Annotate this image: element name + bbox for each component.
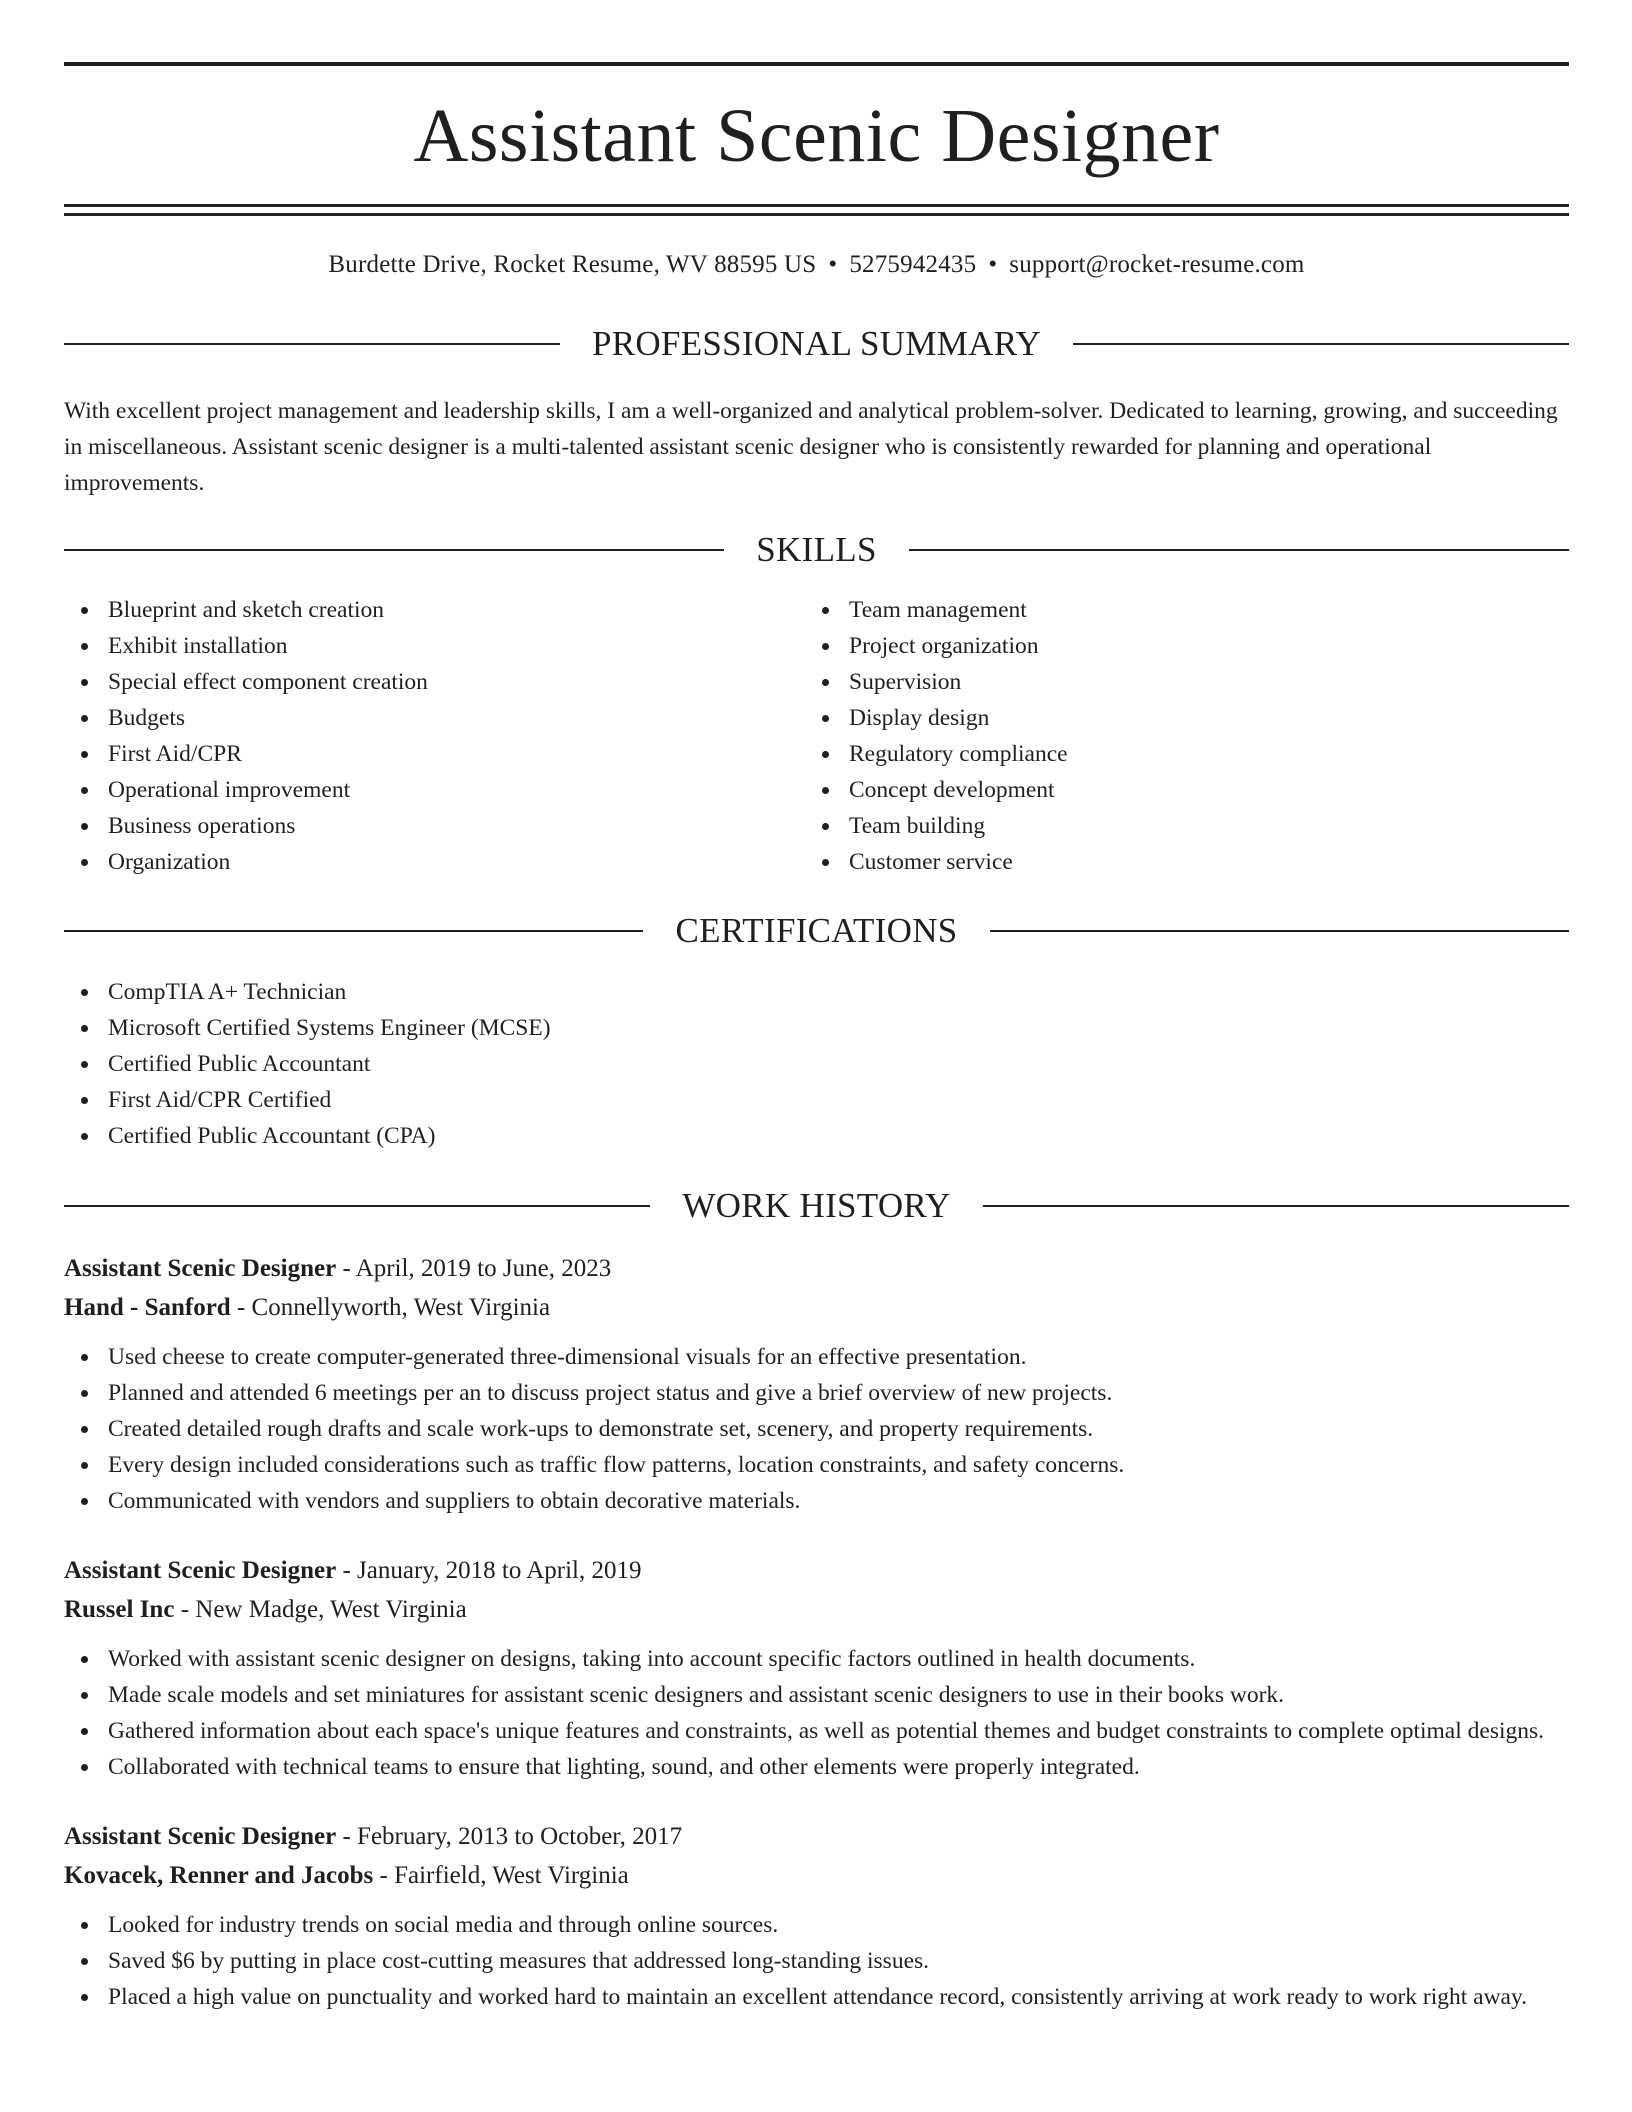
skill-item: First Aid/CPR (64, 736, 805, 772)
certification-item: Microsoft Certified Systems Engineer (MCSE) (64, 1010, 1569, 1046)
heading-rule (1073, 343, 1569, 345)
job-company: Kovacek, Renner and Jacobs (64, 1862, 374, 1889)
certification-item: Certified Public Accountant (64, 1046, 1569, 1082)
job-company-line (64, 1288, 1569, 1327)
title-double-rule (64, 204, 1569, 216)
skill-item: Customer service (805, 844, 1068, 880)
contact-separator: • (988, 251, 998, 278)
skill-item: Project organization (805, 628, 1068, 664)
job-location: - Connellyworth, West Virginia (230, 1294, 551, 1321)
job-title-line (64, 1551, 1569, 1590)
certification-item: CompTIA A+ Technician (64, 974, 1569, 1010)
contact-line (64, 252, 1569, 277)
resume-title: Assistant Scenic Designer (413, 94, 1220, 178)
job-title-line (64, 1817, 1569, 1856)
heading-rule (64, 343, 560, 345)
heading-rule (983, 1205, 1569, 1207)
certifications-section-heading (64, 913, 1569, 948)
work-history-heading: WORK HISTORY (682, 1186, 951, 1225)
contact-phone: 5275942435 (849, 251, 977, 278)
skill-item: Blueprint and sketch creation (64, 592, 805, 628)
skills-right-list (805, 592, 1068, 880)
job-company: Russel Inc (64, 1596, 175, 1623)
job-entry (64, 1249, 1569, 1519)
heading-rule (909, 549, 1569, 551)
job-bullet: Gathered information about each space's unique features and constraints, as well as potential themes and budget constraints to complete optimal designs. (64, 1713, 1569, 1749)
job-bullets (64, 1641, 1569, 1785)
job-title-line (64, 1249, 1569, 1288)
job-company-line (64, 1856, 1569, 1895)
job-entry (64, 1817, 1569, 2015)
skill-item: Team building (805, 808, 1068, 844)
heading-rule (990, 930, 1569, 932)
job-bullet: Collaborated with technical teams to ensure that lighting, sound, and other elements were properly integrated. (64, 1749, 1569, 1785)
job-dates: - April, 2019 to June, 2023 (336, 1255, 612, 1282)
job-bullet: Communicated with vendors and suppliers to obtain decorative materials. (64, 1483, 1569, 1519)
skill-item: Exhibit installation (64, 628, 805, 664)
skills-section-heading (64, 532, 1569, 567)
heading-rule (64, 930, 643, 932)
job-bullet: Worked with assistant scenic designer on designs, taking into account specific factors outlined in health documents. (64, 1641, 1569, 1677)
summary-section-heading (64, 326, 1569, 361)
job-bullets (64, 1339, 1569, 1519)
job-dates: - January, 2018 to April, 2019 (336, 1557, 642, 1584)
skill-item: Supervision (805, 664, 1068, 700)
job-title: Assistant Scenic Designer (64, 1557, 337, 1584)
job-bullets (64, 1907, 1569, 2015)
contact-address: Burdette Drive, Rocket Resume, WV 88595 US (328, 251, 817, 278)
contact-separator: • (828, 251, 838, 278)
skills-heading: SKILLS (756, 530, 877, 569)
job-location: - New Madge, West Virginia (174, 1596, 467, 1623)
job-bullet: Planned and attended 6 meetings per an to discuss project status and give a brief overview of new projects. (64, 1375, 1569, 1411)
work-history-section-heading (64, 1188, 1569, 1223)
job-title: Assistant Scenic Designer (64, 1255, 337, 1282)
skills-columns (64, 592, 1569, 880)
skill-item: Budgets (64, 700, 805, 736)
job-company: Hand - Sanford (64, 1294, 231, 1321)
job-company-line (64, 1590, 1569, 1629)
job-bullet: Looked for industry trends on social media and through online sources. (64, 1907, 1569, 1943)
summary-heading: PROFESSIONAL SUMMARY (591, 324, 1042, 363)
job-bullet: Placed a high value on punctuality and worked hard to maintain an excellent attendance record, consistently arriving at work ready to work right away. (64, 1979, 1569, 2015)
top-rule (64, 62, 1569, 66)
certification-item: Certified Public Accountant (CPA) (64, 1118, 1569, 1154)
skill-item: Special effect component creation (64, 664, 805, 700)
heading-rule (64, 549, 724, 551)
job-bullet: Every design included considerations such as traffic flow patterns, location constraints, and safety concerns. (64, 1447, 1569, 1483)
job-location: - Fairfield, West Virginia (373, 1862, 629, 1889)
job-dates: - February, 2013 to October, 2017 (336, 1823, 683, 1850)
skill-item: Operational improvement (64, 772, 805, 808)
job-title: Assistant Scenic Designer (64, 1823, 337, 1850)
contact-email[interactable]: support@rocket-resume.com (1009, 251, 1305, 278)
skill-item: Organization (64, 844, 805, 880)
job-entry (64, 1551, 1569, 1785)
certification-item: First Aid/CPR Certified (64, 1082, 1569, 1118)
heading-rule (64, 1205, 650, 1207)
skill-item: Regulatory compliance (805, 736, 1068, 772)
certifications-list (64, 974, 1569, 1154)
skill-item: Business operations (64, 808, 805, 844)
job-bullet: Saved $6 by putting in place cost-cutting measures that addressed long-standing issues. (64, 1943, 1569, 1979)
certifications-heading: CERTIFICATIONS (675, 911, 958, 950)
summary-text: With excellent project management and leadership skills, I am a well-organized and analytical problem-solver. Dedicated to learning, growing, and succeeding in miscellaneous. Assistant scenic designer is a multi-talented assistant scenic designer who is consistently rewarded for planning and operational improvements. (64, 398, 1558, 496)
skill-item: Concept development (805, 772, 1068, 808)
job-bullet: Used cheese to create computer-generated three-dimensional visuals for an effective presentation. (64, 1339, 1569, 1375)
skill-item: Display design (805, 700, 1068, 736)
job-bullet: Made scale models and set miniatures for assistant scenic designers and assistant scenic designers to use in their books work. (64, 1677, 1569, 1713)
job-bullet: Created detailed rough drafts and scale work-ups to demonstrate set, scenery, and property requirements. (64, 1411, 1569, 1447)
skill-item: Team management (805, 592, 1068, 628)
skills-left-list (64, 592, 805, 880)
